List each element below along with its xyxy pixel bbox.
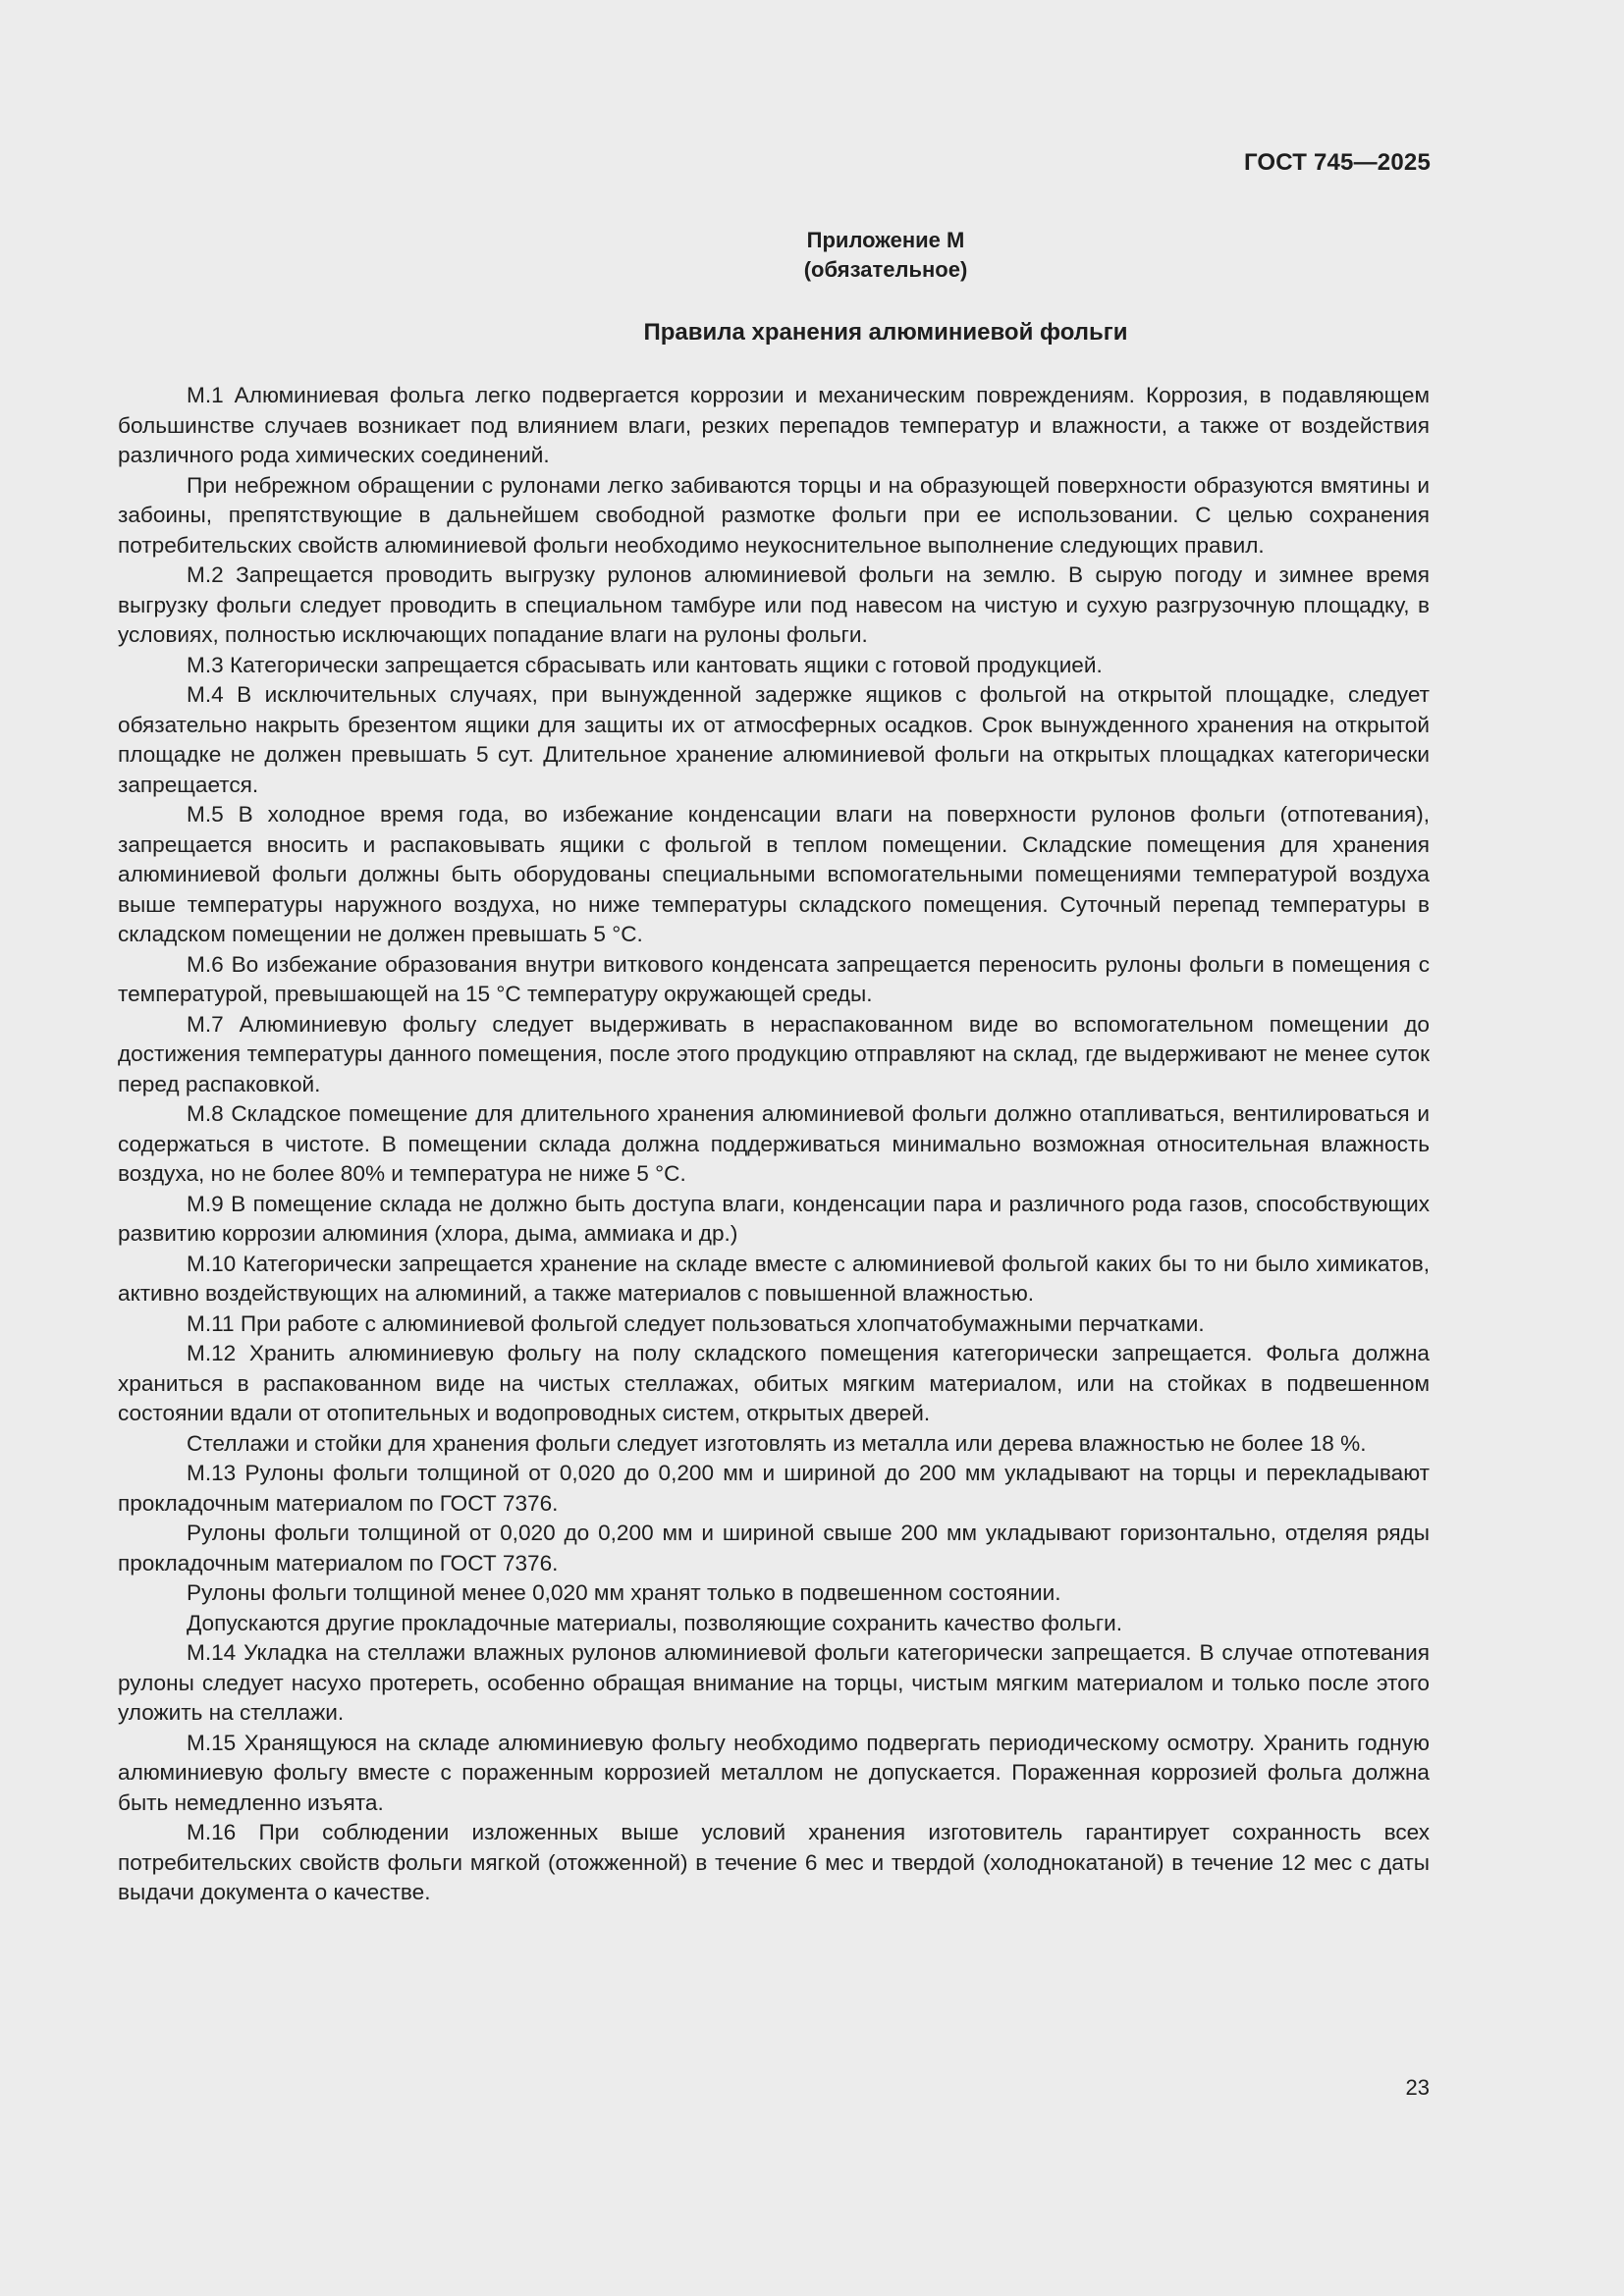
annex-title: Приложение М bbox=[806, 228, 965, 252]
paragraph-m16: М.16 При соблюдении изложенных выше условий хранения изготовитель гарантирует сохранность всех потребительских свойств фольги мягкой (отожженной) в течение 6 мес и твердой (холоднокатаной) в течение 12 мес с даты выдачи документа о качестве. bbox=[118, 1820, 1430, 1904]
paragraph-m13-cont-2: Рулоны фольги толщиной менее 0,020 мм хранят только в подвешенном состоянии. bbox=[187, 1580, 1061, 1605]
paragraph-m15: М.15 Хранящуюся на складе алюминиевую фольгу необходимо подвергать периодическому осмотру. Хранить годную алюминиевую фольгу вместе с пораженным коррозией металлом не допускается. Пораженная коррозией фольга должна быть немедленно изъята. bbox=[118, 1730, 1430, 1815]
paragraph-m10: М.10 Категорически запрещается хранение на складе вместе с алюминиевой фольгой каких бы то ни было химикатов, активно воздействующих на алюминий, а также материалов с повышенной влажностью. bbox=[118, 1251, 1430, 1306]
paragraph-m7: М.7 Алюминиевую фольгу следует выдерживать в нераспакованном виде во вспомогательном помещении до достижения температуры данного помещения, после этого продукцию отправляют на склад, где выдерживают не менее суток перед распаковкой. bbox=[118, 1011, 1430, 1096]
paragraph-m2: М.2 Запрещается проводить выгрузку рулонов алюминиевой фольги на землю. В сырую погоду и зимнее время выгрузку фольги следует проводить в специальном тамбуре или под навесом на чистую и сухую разгрузочную площадку, в условиях, полностью исключающих попадание влаги на рулоны фольги. bbox=[118, 562, 1430, 647]
paragraph-m1: М.1 Алюминиевая фольга легко подвергается коррозии и механическим повреждениям. Коррозия, в подавляющем большинстве случаев возникает под влиянием влаги, резких перепадов температур и влажности, а также от воздействия различного рода химических соединений. bbox=[118, 383, 1430, 467]
section-heading: Правила хранения алюминиевой фольги bbox=[643, 319, 1128, 346]
page-number: 23 bbox=[1405, 2075, 1430, 2100]
paragraph-m14: М.14 Укладка на стеллажи влажных рулонов алюминиевой фольги категорически запрещается. В случае отпотевания рулоны следует насухо протереть, особенно обращая внимание на торцы, чистым мягким материалом и только после этого уложить на стеллажи. bbox=[118, 1640, 1430, 1725]
paragraph-m13: М.13 Рулоны фольги толщиной от 0,020 до 0,200 мм и шириной до 200 мм укладывают на торцы и перекладывают прокладочным материалом по ГОСТ 7376. bbox=[118, 1461, 1430, 1516]
paragraph-m12-cont: Стеллажи и стойки для хранения фольги следует изготовлять из металла или дерева влажностью не более 18 %. bbox=[187, 1430, 1367, 1456]
paragraph-m5: М.5 В холодное время года, во избежание конденсации влаги на поверхности рулонов фольги (отпотевания), запрещается вносить и распаковывать ящики с фольгой в теплом помещении. Складские помещения для хранения алюминиевой фольги должны быть оборудованы специальными вспомогательными помещениями температурой воздуха выше температуры наружного воздуха, но ниже температуры складского помещения. Суточный перепад температуры в складском помещении не должен превышать 5 °С. bbox=[118, 802, 1430, 946]
paragraph-m6: М.6 Во избежание образования внутри виткового конденсата запрещается переносить рулоны фольги в помещения с температурой, превышающей на 15 °С температуру окружающей среды. bbox=[118, 951, 1430, 1006]
annex-type: (обязательное) bbox=[803, 257, 968, 282]
paragraph-m13-cont-3: Допускаются другие прокладочные материалы, позволяющие сохранить качество фольги. bbox=[187, 1610, 1123, 1635]
body-text bbox=[118, 381, 1430, 1908]
paragraph-m12: М.12 Хранить алюминиевую фольгу на полу складского помещения категорически запрещается. Фольга должна храниться в распакованном виде на чистых стеллажах, обитых мягким материалом, или на стойках в подвешенном состоянии вдали от отопительных и водопроводных систем, открытых дверей. bbox=[118, 1341, 1430, 1425]
paragraph-m11: М.11 При работе с алюминиевой фольгой следует пользоваться хлопчатобумажными перчатками. bbox=[187, 1310, 1205, 1336]
paragraph-m4: М.4 В исключительных случаях, при вынужденной задержке ящиков с фольгой на открытой площадке, следует обязательно накрыть брезентом ящики для защиты их от атмосферных осадков. Срок вынужденного хранения на открытой площадке не должен превышать 5 сут. Длительное хранение алюминиевой фольги на открытых площадках категорически запрещается. bbox=[118, 682, 1430, 797]
document-code: ГОСТ 745—2025 bbox=[1243, 149, 1431, 176]
paragraph-m3: М.3 Категорически запрещается сбрасывать или кантовать ящики с готовой продукцией. bbox=[187, 652, 1103, 677]
paragraph-m8: М.8 Складское помещение для длительного хранения алюминиевой фольги должно отапливаться, вентилироваться и содержаться в чистоте. В помещении склада должна поддерживаться минимально возможная относительная влажность воздуха, но не более 80% и температура не ниже 5 °С. bbox=[118, 1101, 1430, 1186]
paragraph-m13-cont-1: Рулоны фольги толщиной от 0,020 до 0,200 мм и шириной свыше 200 мм укладывают горизонтально, отделяя ряды прокладочным материалом по ГОСТ 7376. bbox=[118, 1521, 1430, 1575]
paragraph-m9: М.9 В помещение склада не должно быть доступа влаги, конденсации пара и различного рода газов, способствующих развитию коррозии алюминия (хлора, дыма, аммиака и др.) bbox=[118, 1191, 1430, 1246]
annex-header bbox=[0, 226, 1624, 285]
paragraph-m1-cont: При небрежном обращении с рулонами легко забиваются торцы и на образующей поверхности образуются вмятины и забоины, препятствующие в дальнейшем свободной размотке фольги при ее использовании. С целью сохранения потребительских свойств алюминиевой фольги необходимо неукоснительное выполнение следующих правил. bbox=[118, 472, 1430, 558]
